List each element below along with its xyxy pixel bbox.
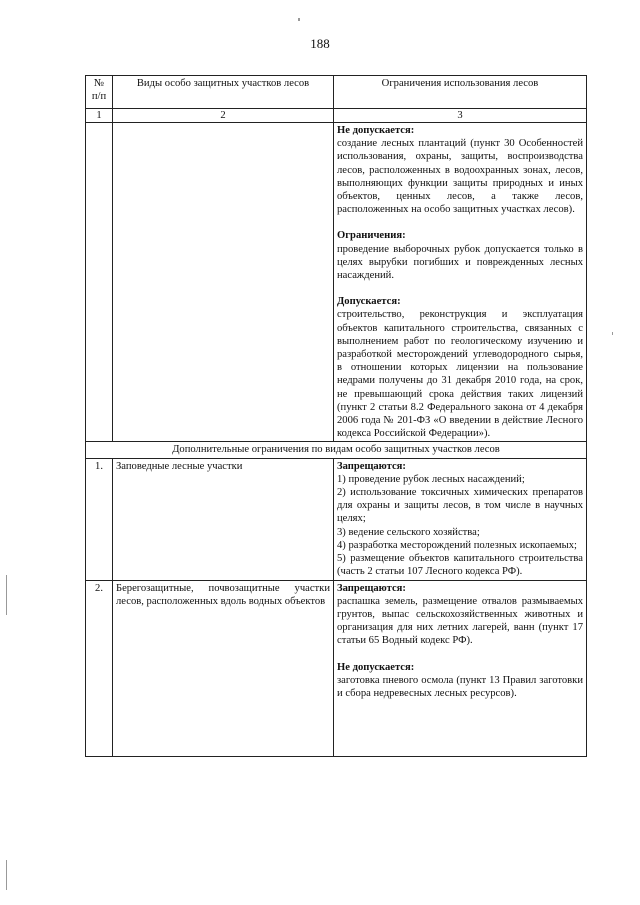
restriction-heading: Допускается: <box>337 296 401 308</box>
restriction-item: 1) проведение рубок лесных насаждений; <box>337 473 525 485</box>
restriction-text: проведение выборочных рубок допускается только в целях вырубки погибших и поврежденных лесных насаждений. <box>337 243 583 282</box>
restriction-heading: Ограничения: <box>337 230 406 242</box>
header-area-type: Виды особо защитных участков лесов <box>113 76 334 109</box>
restriction-heading: Запрещаются: <box>337 460 406 472</box>
restriction-heading: Запрещаются: <box>337 582 406 594</box>
row-number: 2. <box>86 580 113 756</box>
restriction-text: распашка земель, размещение отвалов размываемых грунтов, выпас сельскохозяйственных животных и организация для них летних лагерей, ванн (пункт 17 статьи 65 Водный кодекс РФ). <box>337 595 583 647</box>
row-number-cell <box>86 123 113 442</box>
header-restrictions: Ограничения использования лесов <box>334 76 587 109</box>
restriction-text: создание лесных плантаций (пункт 30 Особенностей использования, охраны, защиты, воспроизводства лесов, расположенных в водоохранных зонах, лесов, выполняющих функции защиты природных и иных объектов, ценных лесов, а также лесов, расположенных на особо защитных участках лесов). <box>337 138 583 216</box>
restriction-heading: Не допускается: <box>337 125 415 136</box>
restriction-block <box>337 582 583 648</box>
restriction-item: 3) ведение сельского хозяйства; <box>337 526 480 538</box>
column-number-3: 3 <box>334 109 587 123</box>
restriction-item: 4) разработка месторождений полезных ископаемых; <box>337 539 577 551</box>
row-number: 1. <box>86 458 113 580</box>
column-number-1: 1 <box>86 109 113 123</box>
row-restrictions-cell <box>334 123 587 442</box>
restriction-item: 2) использование токсичных химических препаратов для охраны и защиты лесов, в том числе в научных целях; <box>337 487 583 525</box>
restriction-block <box>337 661 583 701</box>
restriction-text: строительство, реконструкция и эксплуатация объектов капитального строительства, связанных с выполнением работ по геологическому изучению и разработкой месторождений углеводородного сырья, в отношении которых лицензии на пользование недрами получены до 31 декабря 2010 года, на срок, не превышающий срока действия таких лицензий (пункт 2 статьи 8.2 Федерального закона от 4 декабря 2006 года № 201-ФЗ «О введении в действие Лесного кодекса Российской Федерации»). <box>337 309 583 440</box>
restriction-item: 5) размещение объектов капитального строительства (часть 2 статьи 107 Лесного кодекса РФ). <box>337 553 583 578</box>
restriction-heading: Не допускается: <box>337 661 415 673</box>
table-header-row <box>86 76 587 109</box>
restriction-block <box>337 124 583 216</box>
table-row <box>86 580 587 756</box>
table-row-general <box>86 123 587 442</box>
row-restrictions-cell <box>334 458 587 580</box>
restrictions-table <box>85 75 587 757</box>
subheader-row <box>86 442 587 458</box>
header-number: № п/п <box>86 76 113 109</box>
row-restrictions-cell <box>334 580 587 756</box>
row-type-cell <box>113 123 334 442</box>
row-area-type: Берегозащитные, почвозащитные участки лесов, расположенных вдоль водных объектов <box>113 580 334 756</box>
restriction-text: заготовка пневого осмола (пункт 13 Правил заготовки и сбора недревесных лесных ресурсов). <box>337 674 583 699</box>
table-row <box>86 458 587 580</box>
restriction-block <box>337 295 583 440</box>
subheader-text: Дополнительные ограничения по видам особо защитных участков лесов <box>86 442 587 458</box>
column-number-row <box>86 109 587 123</box>
page-number: 188 <box>310 36 330 51</box>
row-area-type: Заповедные лесные участки <box>113 458 334 580</box>
restriction-block <box>337 229 583 282</box>
column-number-2: 2 <box>113 109 334 123</box>
